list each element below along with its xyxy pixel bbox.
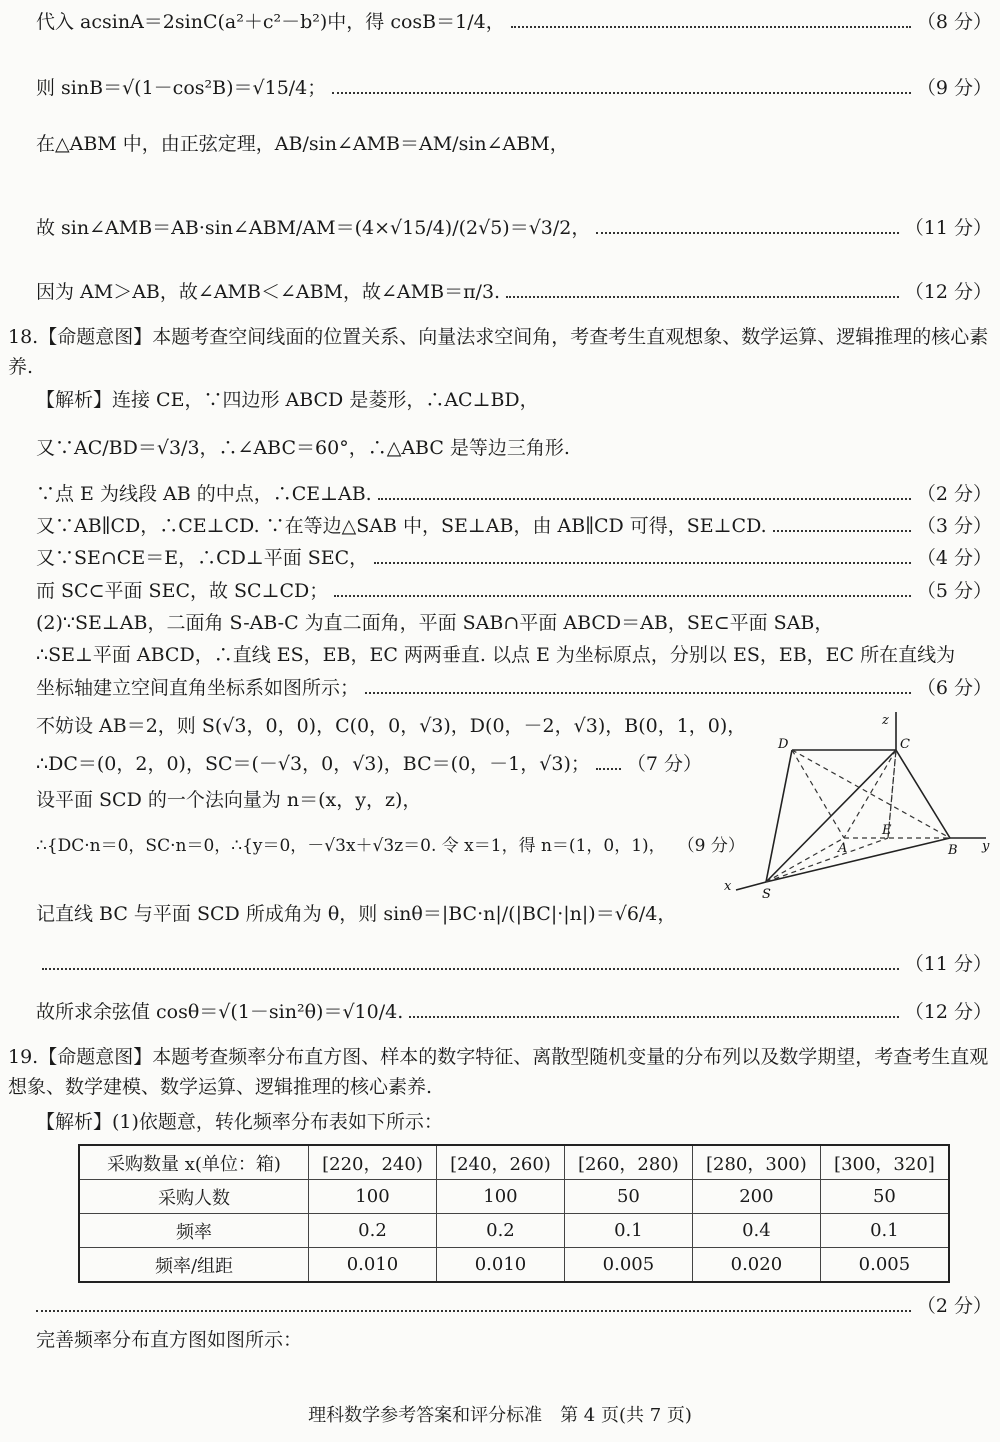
line-text: 故 sin∠AMB＝AB·sin∠ABM/AM＝(4×√15/4)/(2√5)＝√3/2，	[36, 217, 591, 239]
dot-leader	[511, 22, 911, 28]
table-cell: [280，300)	[692, 1145, 820, 1180]
score-mark: （12 分）	[904, 281, 992, 303]
score-mark: （12 分）	[904, 1001, 992, 1023]
label-x: x	[724, 879, 732, 894]
q18-step	[36, 609, 992, 637]
line-sinAMB	[36, 214, 992, 242]
q18-step	[36, 786, 710, 814]
score-mark: （4 分）	[916, 547, 992, 569]
table-cell: 100	[436, 1180, 564, 1214]
step-text: 而 SC⊂平面 SEC，故 SC⊥CD；	[36, 580, 329, 602]
step-text: 又∵AB∥CD，∴CE⊥CD. ∵在等边△SAB 中，SE⊥AB，由 AB∥CD 可得，SE⊥CD.	[36, 515, 767, 537]
edge-DB	[792, 750, 950, 838]
table-cell: 0.2	[436, 1214, 564, 1248]
line-text: 在△ABM 中，由正弦定理，AB/sin∠AMB＝AM/sin∠ABM，	[36, 133, 569, 155]
analysis-text: 【解析】(1)依题意，转化频率分布表如下所示：	[36, 1111, 443, 1133]
q18-step	[36, 712, 747, 740]
q18-step	[36, 641, 992, 669]
edge-SA	[766, 838, 844, 882]
line-angle-result	[36, 278, 992, 306]
closing-text: 完善频率分布直方图如图所示：	[36, 1329, 303, 1351]
step-text: ∴{DC·n＝0，SC·n＝0，∴{y＝0，－√3x＋√3z＝0. 令 x＝1，得 n＝(1，0，1)，	[36, 836, 666, 856]
line-cosB	[36, 8, 992, 36]
table-cell: 0.010	[436, 1248, 564, 1283]
score-mark: （2 分）	[916, 1295, 992, 1317]
edge-CB	[896, 750, 950, 838]
step-text: 又∵SE∩CE＝E，∴CD⊥平面 SEC，	[36, 547, 369, 569]
label-C: C	[900, 737, 910, 752]
dot-leader	[365, 688, 911, 694]
table-cell: 0.1	[820, 1214, 949, 1248]
table-cell: 0.005	[564, 1248, 692, 1283]
q18-step	[36, 674, 992, 702]
q18-step	[36, 577, 992, 605]
line-text: 代入 acsinA＝2sinC(a²＋c²－b²)中，得 cosB＝1/4，	[36, 11, 505, 33]
line-text: 因为 AM＞AB，故∠AMB＜∠ABM，故∠AMB＝π/3.	[36, 281, 501, 303]
dot-leader	[374, 558, 911, 564]
step-text: ∴DC＝(0，2，0)，SC＝(－√3，0，√3)，BC＝(0，－1，√3)；	[36, 753, 590, 775]
q18-step	[36, 900, 710, 928]
dot-leader	[409, 1012, 899, 1018]
table-cell: 50	[820, 1180, 949, 1214]
table-cell: [260，280)	[564, 1145, 692, 1180]
dot-leader	[332, 88, 911, 94]
score-mark: （9 分）	[916, 77, 992, 99]
line-sine-law	[36, 130, 992, 158]
score-mark: （9 分）	[677, 836, 745, 856]
q18-step	[36, 386, 992, 414]
step-text: 故所求余弦值 cosθ＝√(1－sin²θ)＝√10/4.	[36, 1001, 404, 1023]
q18-step	[36, 998, 992, 1026]
table-cell: [220，240)	[309, 1145, 437, 1180]
pyramid-figure	[716, 712, 998, 902]
edge-DS	[766, 750, 792, 882]
score-mark: （11 分）	[904, 217, 992, 239]
step-text: 不妨设 AB＝2，则 S(√3，0，0)，C(0，0，√3)，D(0，－2，√3)，B(0，1，0)，	[36, 715, 747, 737]
label-A: A	[838, 841, 848, 856]
edge-SE	[766, 838, 888, 882]
q19-closing	[36, 1326, 992, 1354]
table-row	[79, 1180, 949, 1214]
q18-step	[36, 950, 992, 978]
label-S: S	[762, 887, 771, 902]
table-row	[79, 1214, 949, 1248]
dot-leader	[36, 1306, 911, 1312]
step-text: 【解析】连接 CE，∵四边形 ABCD 是菱形，∴AC⊥BD，	[36, 389, 539, 411]
q18-step	[36, 750, 702, 778]
table-cell: [240，260)	[436, 1145, 564, 1180]
score-mark: （11 分）	[904, 953, 992, 975]
table-cell: 100	[309, 1180, 437, 1214]
table-cell: 0.005	[820, 1248, 949, 1283]
step-text: (2)∵SE⊥AB，二面角 S-AB-C 为直二面角，平面 SAB∩平面 ABCD＝AB，SE⊂平面 SAB，	[36, 612, 834, 634]
label-E: E	[882, 823, 892, 838]
table-row	[79, 1145, 949, 1180]
q19-table-score	[36, 1292, 992, 1320]
edge-DA	[792, 750, 844, 838]
label-y: y	[982, 839, 990, 854]
dot-leader	[596, 228, 898, 234]
table-cell: 采购数量 x(单位：箱)	[79, 1145, 309, 1180]
q18-step	[36, 480, 992, 508]
score-mark: （2 分）	[916, 483, 992, 505]
table-cell: 频率	[79, 1214, 309, 1248]
q18-step	[36, 512, 992, 540]
table-cell: 0.010	[309, 1248, 437, 1283]
dot-leader	[42, 964, 899, 970]
q18-step	[36, 544, 992, 572]
page-footer: 理科数学参考答案和评分标准 第 4 页(共 7 页)	[308, 1405, 692, 1426]
table-cell: 50	[564, 1180, 692, 1214]
table-cell: [300，320]	[820, 1145, 949, 1180]
frequency-table	[78, 1144, 950, 1283]
dot-leader	[334, 591, 911, 597]
label-D: D	[778, 737, 789, 752]
score-mark: （3 分）	[916, 515, 992, 537]
step-text: 设平面 SCD 的一个法向量为 n＝(x，y，z)，	[36, 789, 422, 811]
dot-leader	[773, 526, 911, 532]
step-text: ∵点 E 为线段 AB 的中点，∴CE⊥AB.	[36, 483, 372, 505]
table-cell: 0.4	[692, 1214, 820, 1248]
step-text: 记直线 BC 与平面 SCD 所成角为 θ，则 sinθ＝|BC·n|/(|BC|·|n|)＝√6/4，	[36, 903, 677, 925]
table-cell: 0.020	[692, 1248, 820, 1283]
dot-leader	[378, 494, 911, 500]
step-text: 又∵AC/BD＝√3/3，∴∠ABC＝60°，∴△ABC 是等边三角形.	[36, 437, 570, 459]
q18-step	[36, 832, 745, 860]
edge-SB	[766, 838, 950, 882]
table-cell: 0.1	[564, 1214, 692, 1248]
table-cell: 频率/组距	[79, 1248, 309, 1283]
step-text: 坐标轴建立空间直角坐标系如图所示；	[36, 677, 360, 699]
score-mark: （6 分）	[916, 677, 992, 699]
table-cell: 采购人数	[79, 1180, 309, 1214]
line-text: 则 sinB＝√(1－cos²B)＝√15/4；	[36, 77, 327, 99]
step-text: ∴SE⊥平面 ABCD，∴直线 ES，EB，EC 两两垂直. 以点 E 为坐标原点，分别以 ES，EB，EC 所在直线为	[36, 644, 956, 666]
line-sinB	[36, 74, 992, 102]
score-mark: （5 分）	[916, 580, 992, 602]
q18-step	[36, 434, 992, 462]
dot-leader	[506, 292, 899, 298]
table-cell: 0.2	[309, 1214, 437, 1248]
dot-leader	[596, 764, 621, 770]
q19-analysis	[36, 1108, 992, 1136]
score-mark: （8 分）	[916, 11, 992, 33]
label-z: z	[882, 713, 889, 728]
q19-intent: 19.【命题意图】本题考查频率分布直方图、样本的数字特征、离散型随机变量的分布列以及数学期望，考查考生直观想象、数学建模、数学运算、逻辑推理的核心素养.	[8, 1046, 989, 1098]
table-row	[79, 1248, 949, 1283]
score-mark: （7 分）	[626, 753, 702, 775]
table-cell: 200	[692, 1180, 820, 1214]
q18-intent: 18.【命题意图】本题考查空间线面的位置关系、向量法求空间角，考查考生直观想象、数学运算、逻辑推理的核心素养.	[8, 326, 989, 378]
label-B: B	[948, 843, 958, 858]
